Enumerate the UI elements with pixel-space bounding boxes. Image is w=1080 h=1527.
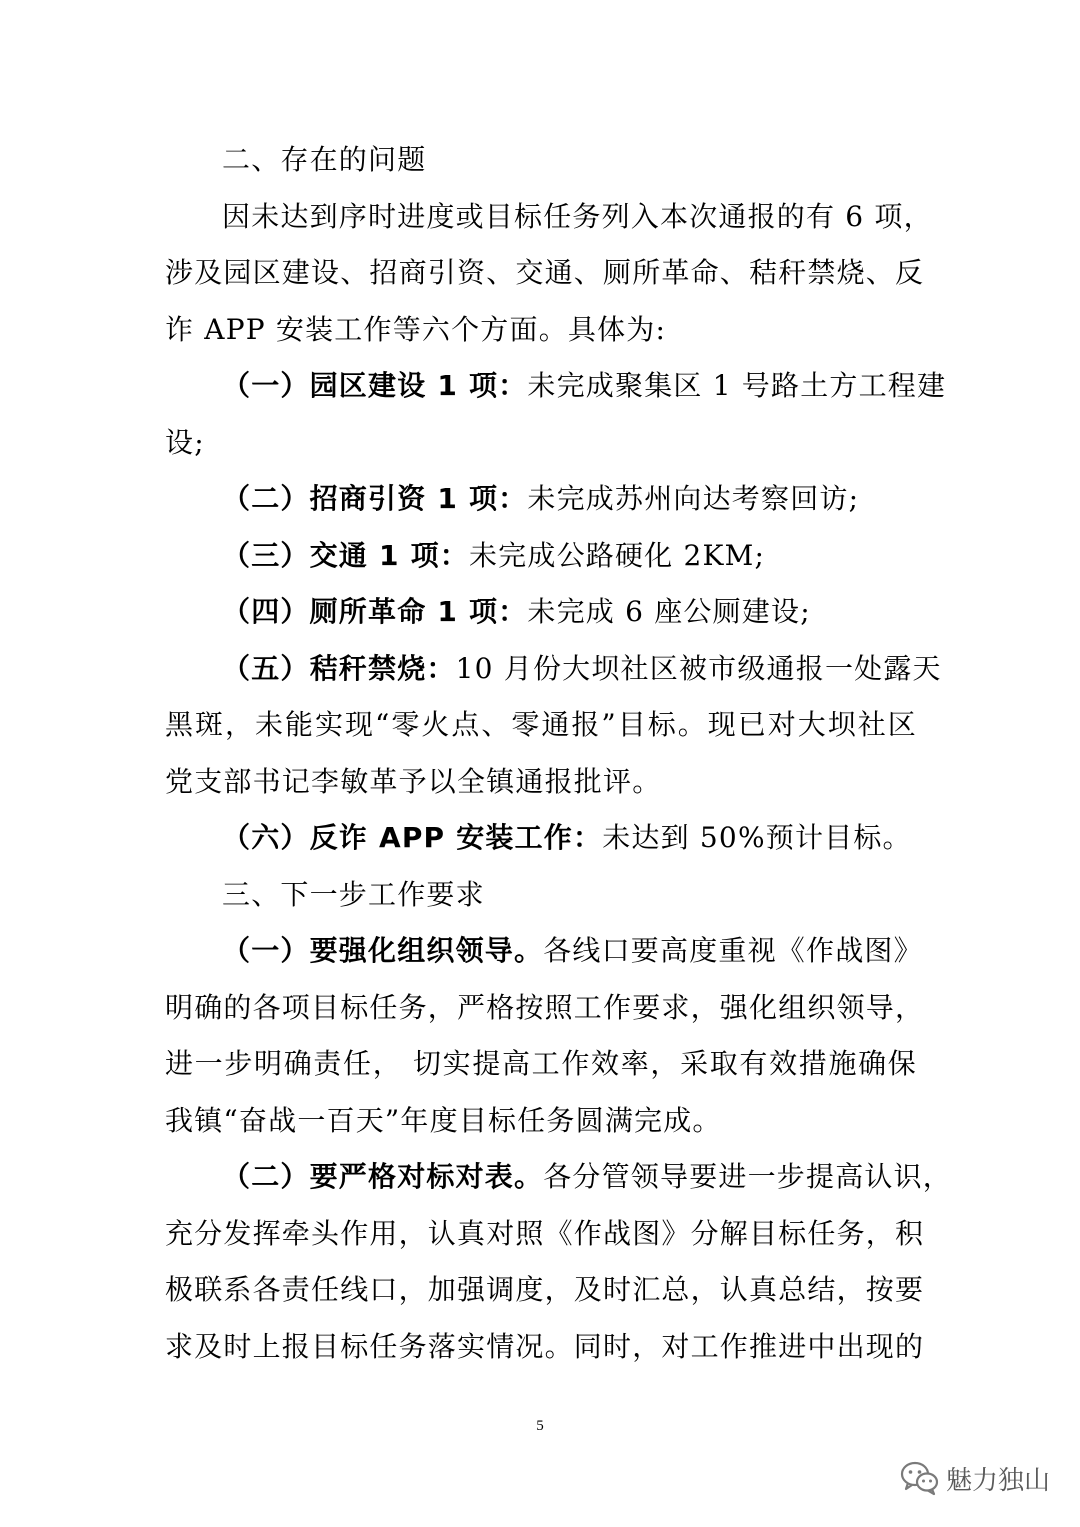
list-item [165,923,923,980]
paragraph-line: 明确的各项目标任务，严格按照工作要求，强化组织领导， [165,990,925,1024]
wechat-watermark [900,1450,1050,1506]
list-item [165,471,917,528]
list-item-text: 10 月份大坝社区被市级通报一处露天 [455,651,942,685]
document-body [165,132,953,1375]
list-item-text: 各分管领导要进一步提高认识， [543,1160,953,1193]
list-item-label: （一）园区建设 1 项： [222,369,528,402]
list-item-label: （六）反诈 APP 安装工作： [222,821,603,854]
list-item [165,358,947,415]
paragraph-line: 设; [165,425,205,459]
paragraph-line: 党支部书记李敏革予以全镇通报批评。 [165,764,662,798]
paragraph-line: 极联系各责任线口，加强调度，及时汇总，认真总结，按要 [165,1273,925,1306]
paragraph-line: 黑斑，未能实现“零火点、零通报”目标。现已对大坝社区 [165,708,917,741]
paragraph-line: 充分发挥牵头作用，认真对照《作战图》分解目标任务，积 [165,1216,925,1250]
list-item-text: 各线口要高度重视《作战图》 [543,934,923,967]
list-item-text: 未完成公路硬化 2KM; [468,538,766,572]
list-item-label: （二）招商引资 1 项： [222,482,528,515]
paragraph-line: 进一步明确责任， 切实提高工作效率，采取有效措施确保 [165,1047,917,1080]
list-item-text: 未完成 6 座公厕建设; [527,595,811,628]
watermark-text: 魅力独山 [946,1465,1051,1496]
list-item-label: （五）秸秆禁烧： [222,651,456,685]
paragraph-line: 涉及园区建设、招商引资、交通、厕所革命、秸秆禁烧、反 [165,256,925,289]
list-item [165,810,917,867]
list-item-label: （一）要强化组织领导。 [222,934,544,967]
paragraph-line: 求及时上报目标任务落实情况。同时，对工作推进中出现的 [165,1329,925,1363]
list-item-label: （二）要严格对标对表。 [222,1160,544,1193]
list-item-text: 未完成苏州向达考察回访; [527,482,860,515]
section-heading-problems: 二、存在的问题 [222,143,427,176]
page-number: 5 [536,1418,544,1434]
section-heading-next-steps: 三、下一步工作要求 [222,877,485,911]
list-item [165,641,942,698]
paragraph-line: 我镇“奋战一百天”年度目标任务圆满完成。 [165,1103,722,1137]
wechat-icon [900,1460,940,1496]
list-item-text: 未达到 50%预计目标。 [602,821,912,854]
list-item [165,584,917,641]
paragraph-line: 因未达到序时进度或目标任务列入本次通报的有 6 项， [222,199,933,233]
list-item-label: （四）厕所革命 1 项： [222,595,528,628]
list-item-label: （三）交通 1 项： [222,538,469,572]
paragraph-line: 诈 APP 安装工作等六个方面。具体为: [165,312,667,346]
list-item [165,528,917,585]
list-item-text: 未完成聚集区 1 号路土方工程建 [527,369,947,402]
list-item [165,1149,953,1206]
